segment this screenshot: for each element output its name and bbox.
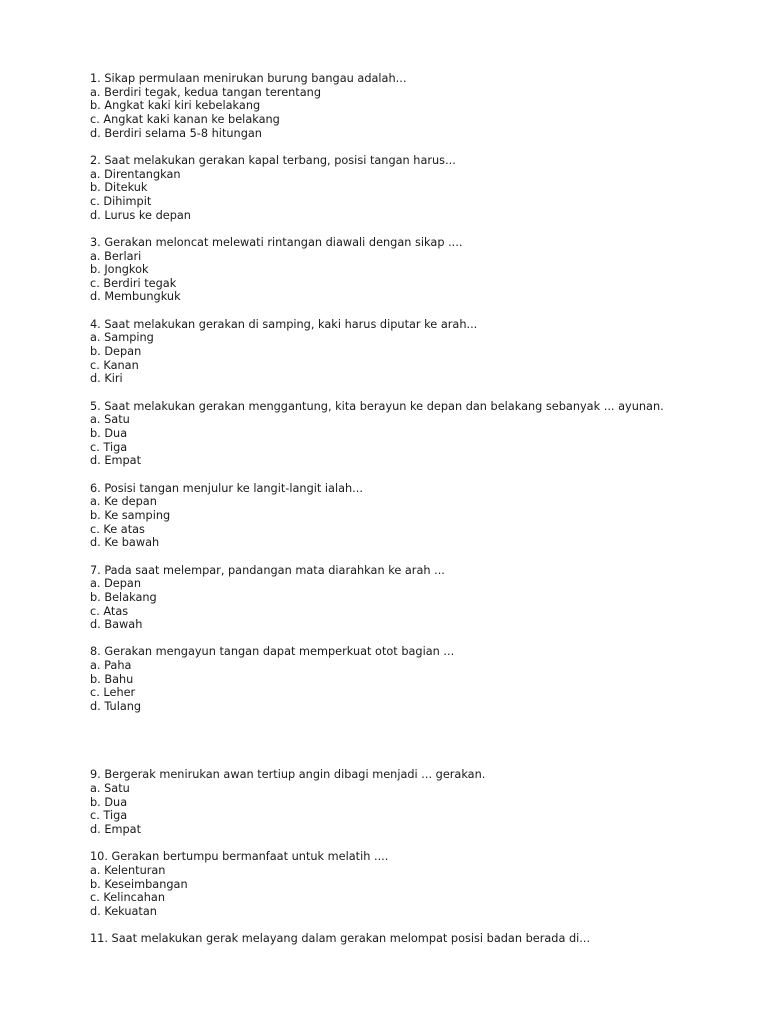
option-a: a. Ke depan bbox=[90, 495, 157, 509]
option-c: c. Tiga bbox=[90, 440, 128, 454]
option-c: c. Leher bbox=[90, 686, 136, 700]
option-d: d. Lurus ke depan bbox=[90, 208, 191, 222]
option-c: c. Kanan bbox=[90, 358, 139, 372]
question-8 bbox=[90, 645, 750, 713]
option-d: d. Empat bbox=[90, 454, 142, 468]
question-text: 5. Saat melakukan gerakan menggantung, kita berayun ke depan dan belakang sebanyak ... ayunan. bbox=[90, 399, 664, 413]
question-2 bbox=[90, 154, 750, 222]
question-6 bbox=[90, 482, 750, 550]
option-c: c. Dihimpit bbox=[90, 194, 152, 208]
option-b: b. Jongkok bbox=[90, 263, 149, 277]
option-a: a. Paha bbox=[90, 659, 132, 673]
option-c: c. Angkat kaki kanan ke belakang bbox=[90, 112, 280, 126]
option-c: c. Kelincahan bbox=[90, 891, 166, 905]
option-d: d. Kiri bbox=[90, 372, 123, 386]
option-b: b. Angkat kaki kiri kebelakang bbox=[90, 99, 261, 113]
option-d: d. Ke bawah bbox=[90, 536, 160, 550]
option-d: d. Kekuatan bbox=[90, 904, 157, 918]
option-b: b. Ditekuk bbox=[90, 181, 148, 195]
option-d: d. Bawah bbox=[90, 618, 143, 632]
option-a: a. Samping bbox=[90, 331, 154, 345]
option-a: a. Berlari bbox=[90, 249, 142, 263]
option-a: a. Satu bbox=[90, 413, 130, 427]
question-text: 3. Gerakan meloncat melewati rintangan diawali dengan sikap .... bbox=[90, 235, 463, 249]
option-d: d. Membungkuk bbox=[90, 290, 181, 304]
question-text: 10. Gerakan bertumpu bermanfaat untuk melatih .... bbox=[90, 850, 389, 864]
option-d: d. Berdiri selama 5-8 hitungan bbox=[90, 126, 262, 140]
option-a: a. Berdiri tegak, kedua tangan terentang bbox=[90, 85, 321, 99]
question-text: 8. Gerakan mengayun tangan dapat memperkuat otot bagian ... bbox=[90, 645, 455, 659]
question-11 bbox=[90, 932, 750, 946]
option-b: b. Belakang bbox=[90, 590, 157, 604]
question-text: 1. Sikap permulaan menirukan burung bangau adalah... bbox=[90, 72, 407, 85]
question-text: 9. Bergerak menirukan awan tertiup angin dibagi menjadi ... gerakan. bbox=[90, 768, 486, 782]
option-b: b. Dua bbox=[90, 795, 128, 809]
option-c: c. Tiga bbox=[90, 809, 128, 823]
question-text: 6. Posisi tangan menjulur ke langit-langit ialah... bbox=[90, 481, 363, 495]
option-b: b. Bahu bbox=[90, 672, 134, 686]
question-10 bbox=[90, 850, 750, 918]
option-d: d. Empat bbox=[90, 822, 142, 836]
question-4 bbox=[90, 318, 750, 386]
document-page bbox=[90, 72, 750, 959]
option-d: d. Tulang bbox=[90, 700, 142, 714]
question-5 bbox=[90, 400, 750, 468]
option-b: b. Ke samping bbox=[90, 508, 171, 522]
question-text: 11. Saat melakukan gerak melayang dalam gerakan melompat posisi badan berada di... bbox=[90, 932, 591, 946]
question-3 bbox=[90, 236, 750, 304]
question-text: 7. Pada saat melempar, pandangan mata diarahkan ke arah ... bbox=[90, 563, 445, 577]
option-a: a. Kelenturan bbox=[90, 863, 166, 877]
question-text: 4. Saat melakukan gerakan di samping, kaki harus diputar ke arah... bbox=[90, 317, 478, 331]
option-b: b. Depan bbox=[90, 345, 142, 359]
question-text: 2. Saat melakukan gerakan kapal terbang, posisi tangan harus... bbox=[90, 153, 456, 167]
option-b: b. Keseimbangan bbox=[90, 877, 188, 891]
option-c: c. Atas bbox=[90, 604, 129, 618]
option-a: a. Depan bbox=[90, 577, 142, 591]
option-c: c. Ke atas bbox=[90, 522, 145, 536]
question-1 bbox=[90, 72, 750, 140]
option-a: a. Satu bbox=[90, 781, 130, 795]
option-b: b. Dua bbox=[90, 427, 128, 440]
option-c: c. Berdiri tegak bbox=[90, 276, 177, 290]
question-9 bbox=[90, 768, 750, 836]
question-7 bbox=[90, 564, 750, 632]
option-a: a. Direntangkan bbox=[90, 167, 181, 181]
